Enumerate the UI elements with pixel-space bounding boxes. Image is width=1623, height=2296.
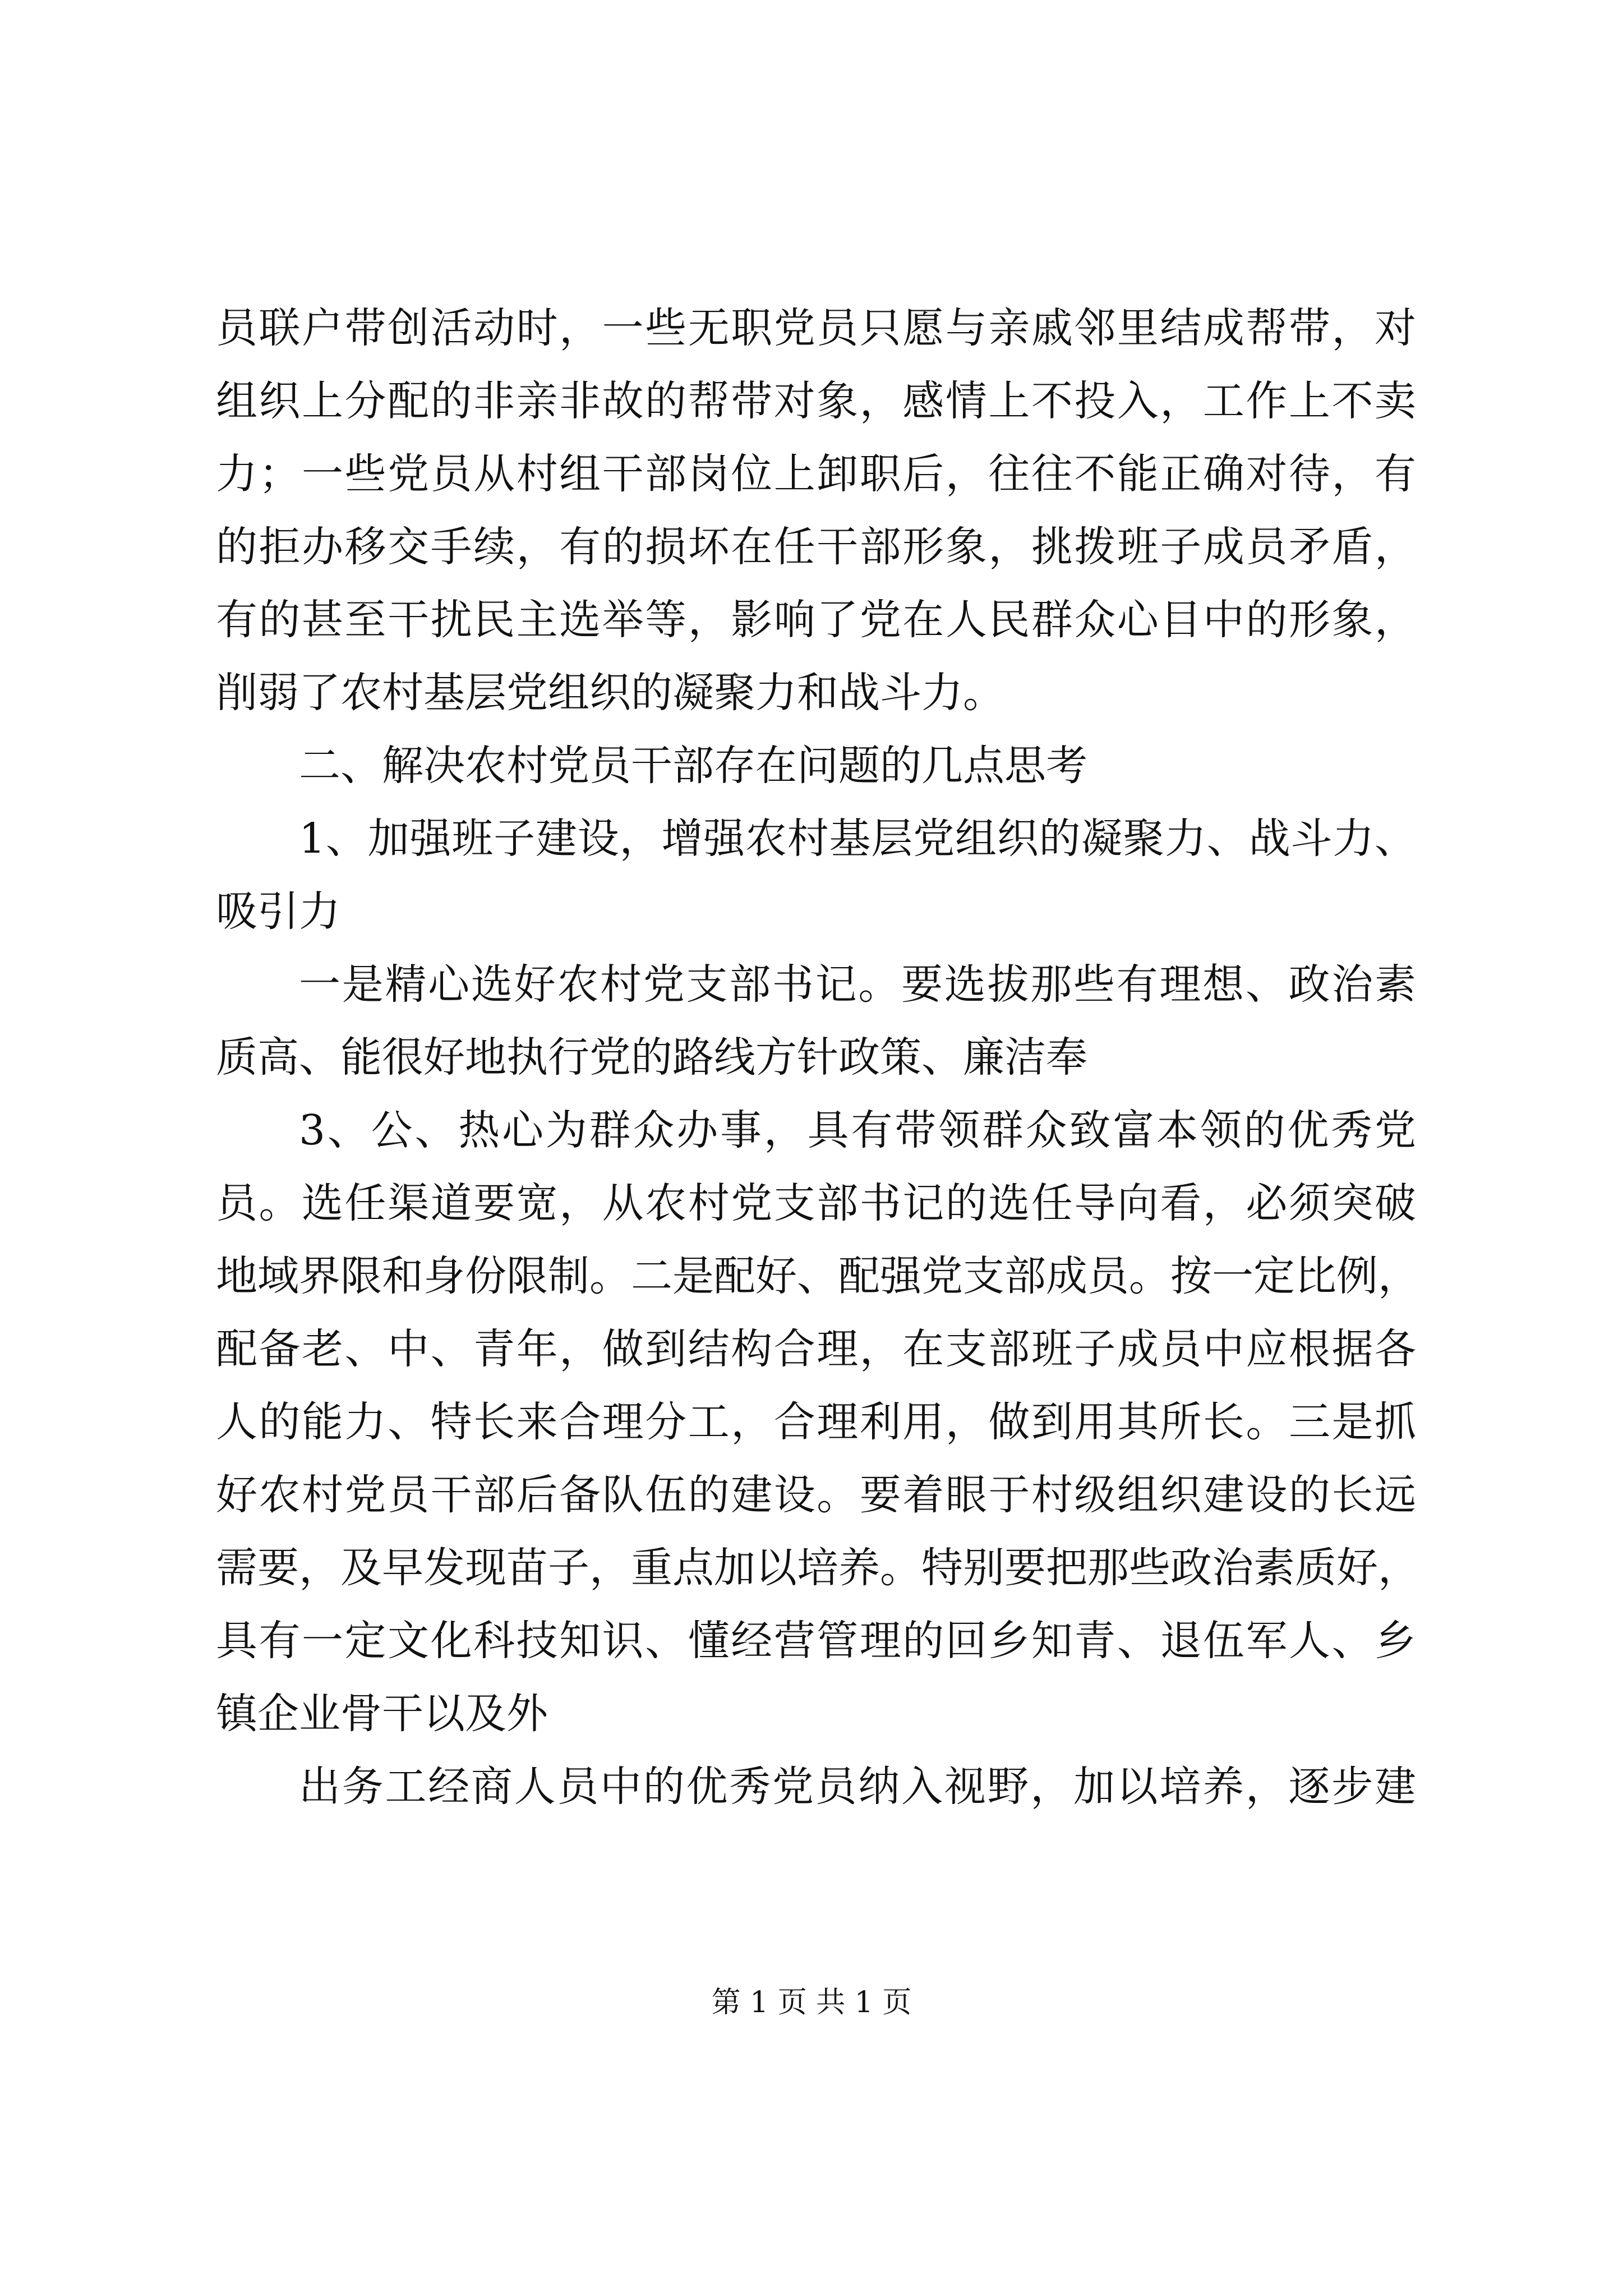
text-line: 地域界限和身份限制。二是配好、配强党支部成员。按一定比例， [216, 1252, 1419, 1300]
text-line: 质高、能很好地执行党的路线方针政策、廉洁奉 [216, 1033, 1087, 1082]
text-line: 3、公、热心为群众办事，具有带领群众致富本领的优秀党 [299, 1106, 1416, 1154]
text-line: 有的甚至干扰民主选举等，影响了党在人民群众心目中的形象， [216, 596, 1416, 644]
subsection-heading-cont: 吸引力 [216, 887, 340, 936]
text-line: 一是精心选好农村党支部书记。要选拔那些有理想、政治素 [299, 960, 1416, 1009]
text-line: 配备老、中、青年，做到结构合理，在支部班子成员中应根据各 [216, 1325, 1416, 1373]
text-line: 出务工经商人员中的优秀党员纳入视野，加以培养，逐步建 [299, 1763, 1416, 1811]
page-footer: 第 1 页 共 1 页 [711, 1986, 912, 2019]
document-body [216, 292, 1419, 1823]
text-line: 组织上分配的非亲非故的帮带对象，感情上不投入，工作上不卖 [216, 377, 1416, 425]
text-line: 员联户带创活动时，一些无职党员只愿与亲戚邻里结成帮带，对 [216, 304, 1416, 352]
text-line: 具有一定文化科技知识、懂经营管理的回乡知青、退伍军人、乡 [216, 1617, 1416, 1665]
text-line: 需要，及早发现苗子，重点加以培养。特别要把那些政治素质好， [216, 1544, 1419, 1592]
text-line: 削弱了农村基层党组织的凝聚力和战斗力。 [216, 669, 1004, 717]
text-line: 人的能力、特长来合理分工，合理利用，做到用其所长。三是抓 [216, 1398, 1416, 1446]
text-line: 镇企业骨干以及外 [216, 1690, 548, 1738]
subsection-heading: 1、加强班子建设，增强农村基层党组织的凝聚力、战斗力、 [299, 815, 1416, 863]
section-heading: 二、解决农村党员干部存在问题的几点思考 [299, 742, 1087, 790]
text-line: 的拒办移交手续，有的损坏在任干部形象，挑拨班子成员矛盾， [216, 523, 1416, 571]
text-line: 好农村党员干部后备队伍的建设。要着眼于村级组织建设的长远 [216, 1471, 1416, 1519]
text-line: 力；一些党员从村组干部岗位上卸职后，往往不能正确对待，有 [216, 450, 1416, 498]
text-line: 员。选任渠道要宽，从农村党支部书记的选任导向看，必须突破 [216, 1179, 1416, 1227]
